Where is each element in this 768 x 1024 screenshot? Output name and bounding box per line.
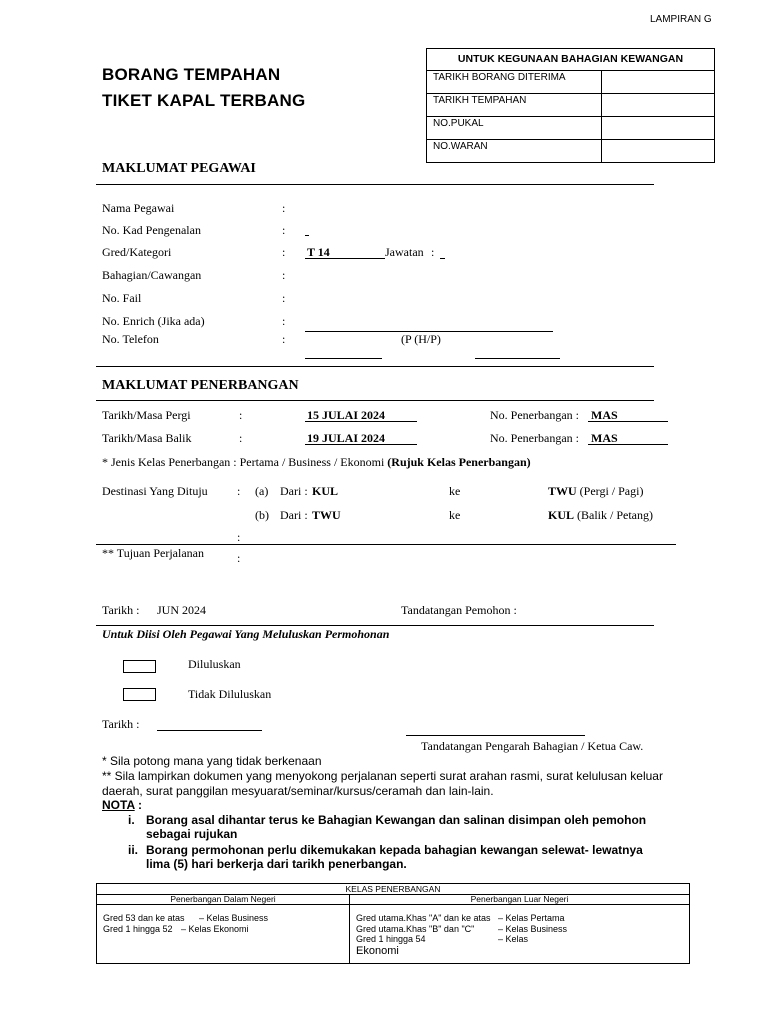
officer-enrich-label: No. Enrich (Jika ada) xyxy=(102,314,205,328)
international-column xyxy=(350,895,689,963)
position-label: Jawatan xyxy=(385,245,424,259)
officer-grade-label: Gred/Kategori xyxy=(102,245,172,259)
international-grade: Gred utama.Khas "A" dan ke atas xyxy=(356,913,491,923)
purpose-label: ** Tujuan Perjalanan xyxy=(102,546,204,560)
office-use-value[interactable] xyxy=(602,94,714,116)
note-line: ** Sila lampirkan dokumen yang menyokong perjalanan seperti surat arahan rasmi, surat kelulusan keluar xyxy=(102,769,663,783)
depart-date-line xyxy=(305,421,417,422)
officer-file-label: No. Fail xyxy=(102,291,142,305)
office-use-row xyxy=(427,94,714,117)
class-note-text: * Jenis Kelas Penerbangan : Pertama / Business / Ekonomi xyxy=(102,455,385,469)
form-title-line1: BORANG TEMPAHAN xyxy=(102,65,281,84)
international-class: – Kelas Business xyxy=(498,923,568,934)
international-class: – Kelas Pertama xyxy=(498,913,565,923)
domestic-grade: Gred 53 dan ke atas xyxy=(103,913,185,923)
colon: : xyxy=(282,291,286,305)
domestic-row xyxy=(103,924,349,935)
international-header: Penerbangan Luar Negeri xyxy=(350,895,689,905)
from-b[interactable]: TWU xyxy=(312,508,341,522)
colon: : xyxy=(282,201,286,215)
rejected-checkbox[interactable] xyxy=(123,688,156,701)
colon: : xyxy=(237,551,241,565)
colon: : xyxy=(239,431,243,445)
position-field[interactable] xyxy=(440,258,445,259)
from-label: Dari : xyxy=(280,508,308,522)
office-use-value[interactable] xyxy=(602,140,714,163)
colon: : xyxy=(239,408,243,422)
grade-field-line xyxy=(305,258,385,259)
option-b: (b) xyxy=(255,508,269,522)
return-date[interactable]: 19 JULAI 2024 xyxy=(307,431,386,445)
flight-no-label: No. Penerbangan : xyxy=(490,431,579,445)
office-use-label: TARIKH TEMPAHAN xyxy=(427,94,602,116)
colon: : xyxy=(282,268,286,282)
return-date-line xyxy=(305,444,417,445)
to-b-code[interactable]: KUL xyxy=(548,508,575,522)
to-b-note: (Balik / Petang) xyxy=(577,508,653,522)
office-use-heading: UNTUK KEGUNAAN BAHAGIAN KEWANGAN xyxy=(427,49,714,71)
international-tail: Ekonomi xyxy=(356,944,399,957)
to-a xyxy=(548,484,643,499)
from-label: Dari : xyxy=(280,484,308,498)
approver-signature-line[interactable] xyxy=(406,735,585,736)
colon: : xyxy=(282,245,286,259)
destination-label: Destinasi Yang Dituju xyxy=(102,484,208,498)
grade-value[interactable]: T 14 xyxy=(307,245,330,259)
officer-name-label: Nama Pegawai xyxy=(102,201,175,215)
class-table-title: KELAS PENERBANGAN xyxy=(97,884,689,895)
colon: : xyxy=(282,223,286,237)
approver-signature-label: Tandatangan Pengarah Bahagian / Ketua Caw. xyxy=(421,739,644,753)
officer-dept-label: Bahagian/Cawangan xyxy=(102,268,202,282)
depart-label: Tarikh/Masa Pergi xyxy=(102,408,191,422)
office-use-label: NO.WARAN xyxy=(427,140,602,163)
office-use-row xyxy=(427,71,714,94)
international-grade: Gred 1 hingga 54 xyxy=(356,934,426,944)
section-divider xyxy=(96,544,676,545)
applicant-date-label: Tarikh : xyxy=(102,603,140,617)
office-use-table xyxy=(426,48,715,163)
applicant-signature-label: Tandatangan Pemohon : xyxy=(401,603,517,617)
office-use-row xyxy=(427,117,714,140)
international-row xyxy=(356,913,689,924)
attachment-label: LAMPIRAN G xyxy=(650,14,712,25)
officer-ic-label: No. Kad Pengenalan xyxy=(102,223,201,237)
approval-heading: Untuk Diisi Oleh Pegawai Yang Meluluskan Permohonan xyxy=(102,627,390,641)
approved-checkbox[interactable] xyxy=(123,660,156,673)
form-title-line2: TIKET KAPAL TERBANG xyxy=(102,91,306,110)
colon: : xyxy=(282,332,286,346)
approval-date-label: Tarikh : xyxy=(102,717,140,731)
international-class: – Kelas xyxy=(498,934,529,944)
nota-item-line: Borang asal dihantar terus ke Bahagian Kewangan dan salinan disimpan oleh pemohon xyxy=(146,813,647,827)
nota-heading xyxy=(102,798,142,812)
nota-item-number: ii. xyxy=(128,843,139,857)
officer-section-heading: MAKLUMAT PEGAWAI xyxy=(102,161,256,176)
note-line: * Sila potong mana yang tidak berkenaan xyxy=(102,754,322,768)
approved-label: Diluluskan xyxy=(188,657,241,671)
domestic-class: – Kelas Ekonomi xyxy=(181,923,249,934)
rejected-label: Tidak Diluluskan xyxy=(188,687,272,701)
nota-item-line: Borang permohonan perlu dikemukakan kepada bahagian kewangan selewat- lewatnya xyxy=(146,843,643,857)
class-note-ref: (Rujuk Kelas Penerbangan) xyxy=(387,455,531,469)
to-label: ke xyxy=(449,508,461,522)
flight-no-return[interactable]: MAS xyxy=(591,431,618,445)
nota-label: NOTA xyxy=(102,798,135,812)
phone-mobile-field[interactable] xyxy=(475,358,560,359)
to-b xyxy=(548,508,653,523)
to-label: ke xyxy=(449,484,461,498)
class-note xyxy=(102,455,531,470)
ic-field[interactable] xyxy=(305,235,309,236)
nota-item-number: i. xyxy=(128,813,135,827)
section-divider xyxy=(96,184,654,185)
flight-no-return-line xyxy=(588,444,668,445)
flight-section-heading: MAKLUMAT PENERBANGAN xyxy=(102,378,299,393)
colon: : xyxy=(237,484,241,498)
flight-no-depart-line xyxy=(588,421,668,422)
flight-class-table xyxy=(96,883,690,964)
note-line: daerah, surat panggilan mesyuarat/seminar/kursus/ceramah dan lain-lain. xyxy=(102,784,494,798)
option-a: (a) xyxy=(255,484,269,498)
from-a[interactable]: KUL xyxy=(312,484,339,498)
office-use-label: TARIKH BORANG DITERIMA xyxy=(427,71,602,93)
office-use-label: NO.PUKAL xyxy=(427,117,602,139)
to-a-code[interactable]: TWU xyxy=(548,484,577,498)
return-label: Tarikh/Masa Balik xyxy=(102,431,192,445)
section-divider xyxy=(96,366,654,367)
office-use-value[interactable] xyxy=(602,117,714,139)
nota-colon: : xyxy=(138,798,143,812)
colon: : xyxy=(282,314,286,328)
colon: : xyxy=(237,530,241,544)
international-row xyxy=(356,934,689,945)
domestic-row xyxy=(103,913,349,924)
approval-date-field[interactable] xyxy=(157,730,262,731)
phone-office-field[interactable] xyxy=(305,358,382,359)
flight-no-label: No. Penerbangan : xyxy=(490,408,579,422)
office-use-value[interactable] xyxy=(602,71,714,93)
section-divider xyxy=(96,400,654,401)
officer-phone-label: No. Telefon xyxy=(102,332,159,346)
nota-item-line: lima (5) hari berkerja dari tarikh penerbangan. xyxy=(146,857,407,871)
domestic-column xyxy=(97,895,350,963)
domestic-class: – Kelas Business xyxy=(199,913,269,923)
applicant-date-value[interactable]: JUN 2024 xyxy=(157,603,207,617)
international-row xyxy=(356,924,689,935)
domestic-header: Penerbangan Dalam Negeri xyxy=(97,895,349,905)
section-divider xyxy=(96,625,654,626)
office-use-row xyxy=(427,140,714,163)
colon: : xyxy=(431,245,435,259)
domestic-grade: Gred 1 hingga 52 xyxy=(103,923,173,934)
international-grade: Gred utama.Khas "B" dan "C" xyxy=(356,923,475,934)
depart-date[interactable]: 15 JULAI 2024 xyxy=(307,408,386,422)
nota-item-line: sebagai rujukan xyxy=(146,827,238,841)
flight-no-depart[interactable]: MAS xyxy=(591,408,618,422)
phone-hint: (P (H/P) xyxy=(401,332,441,346)
to-a-note: (Pergi / Pagi) xyxy=(579,484,644,498)
